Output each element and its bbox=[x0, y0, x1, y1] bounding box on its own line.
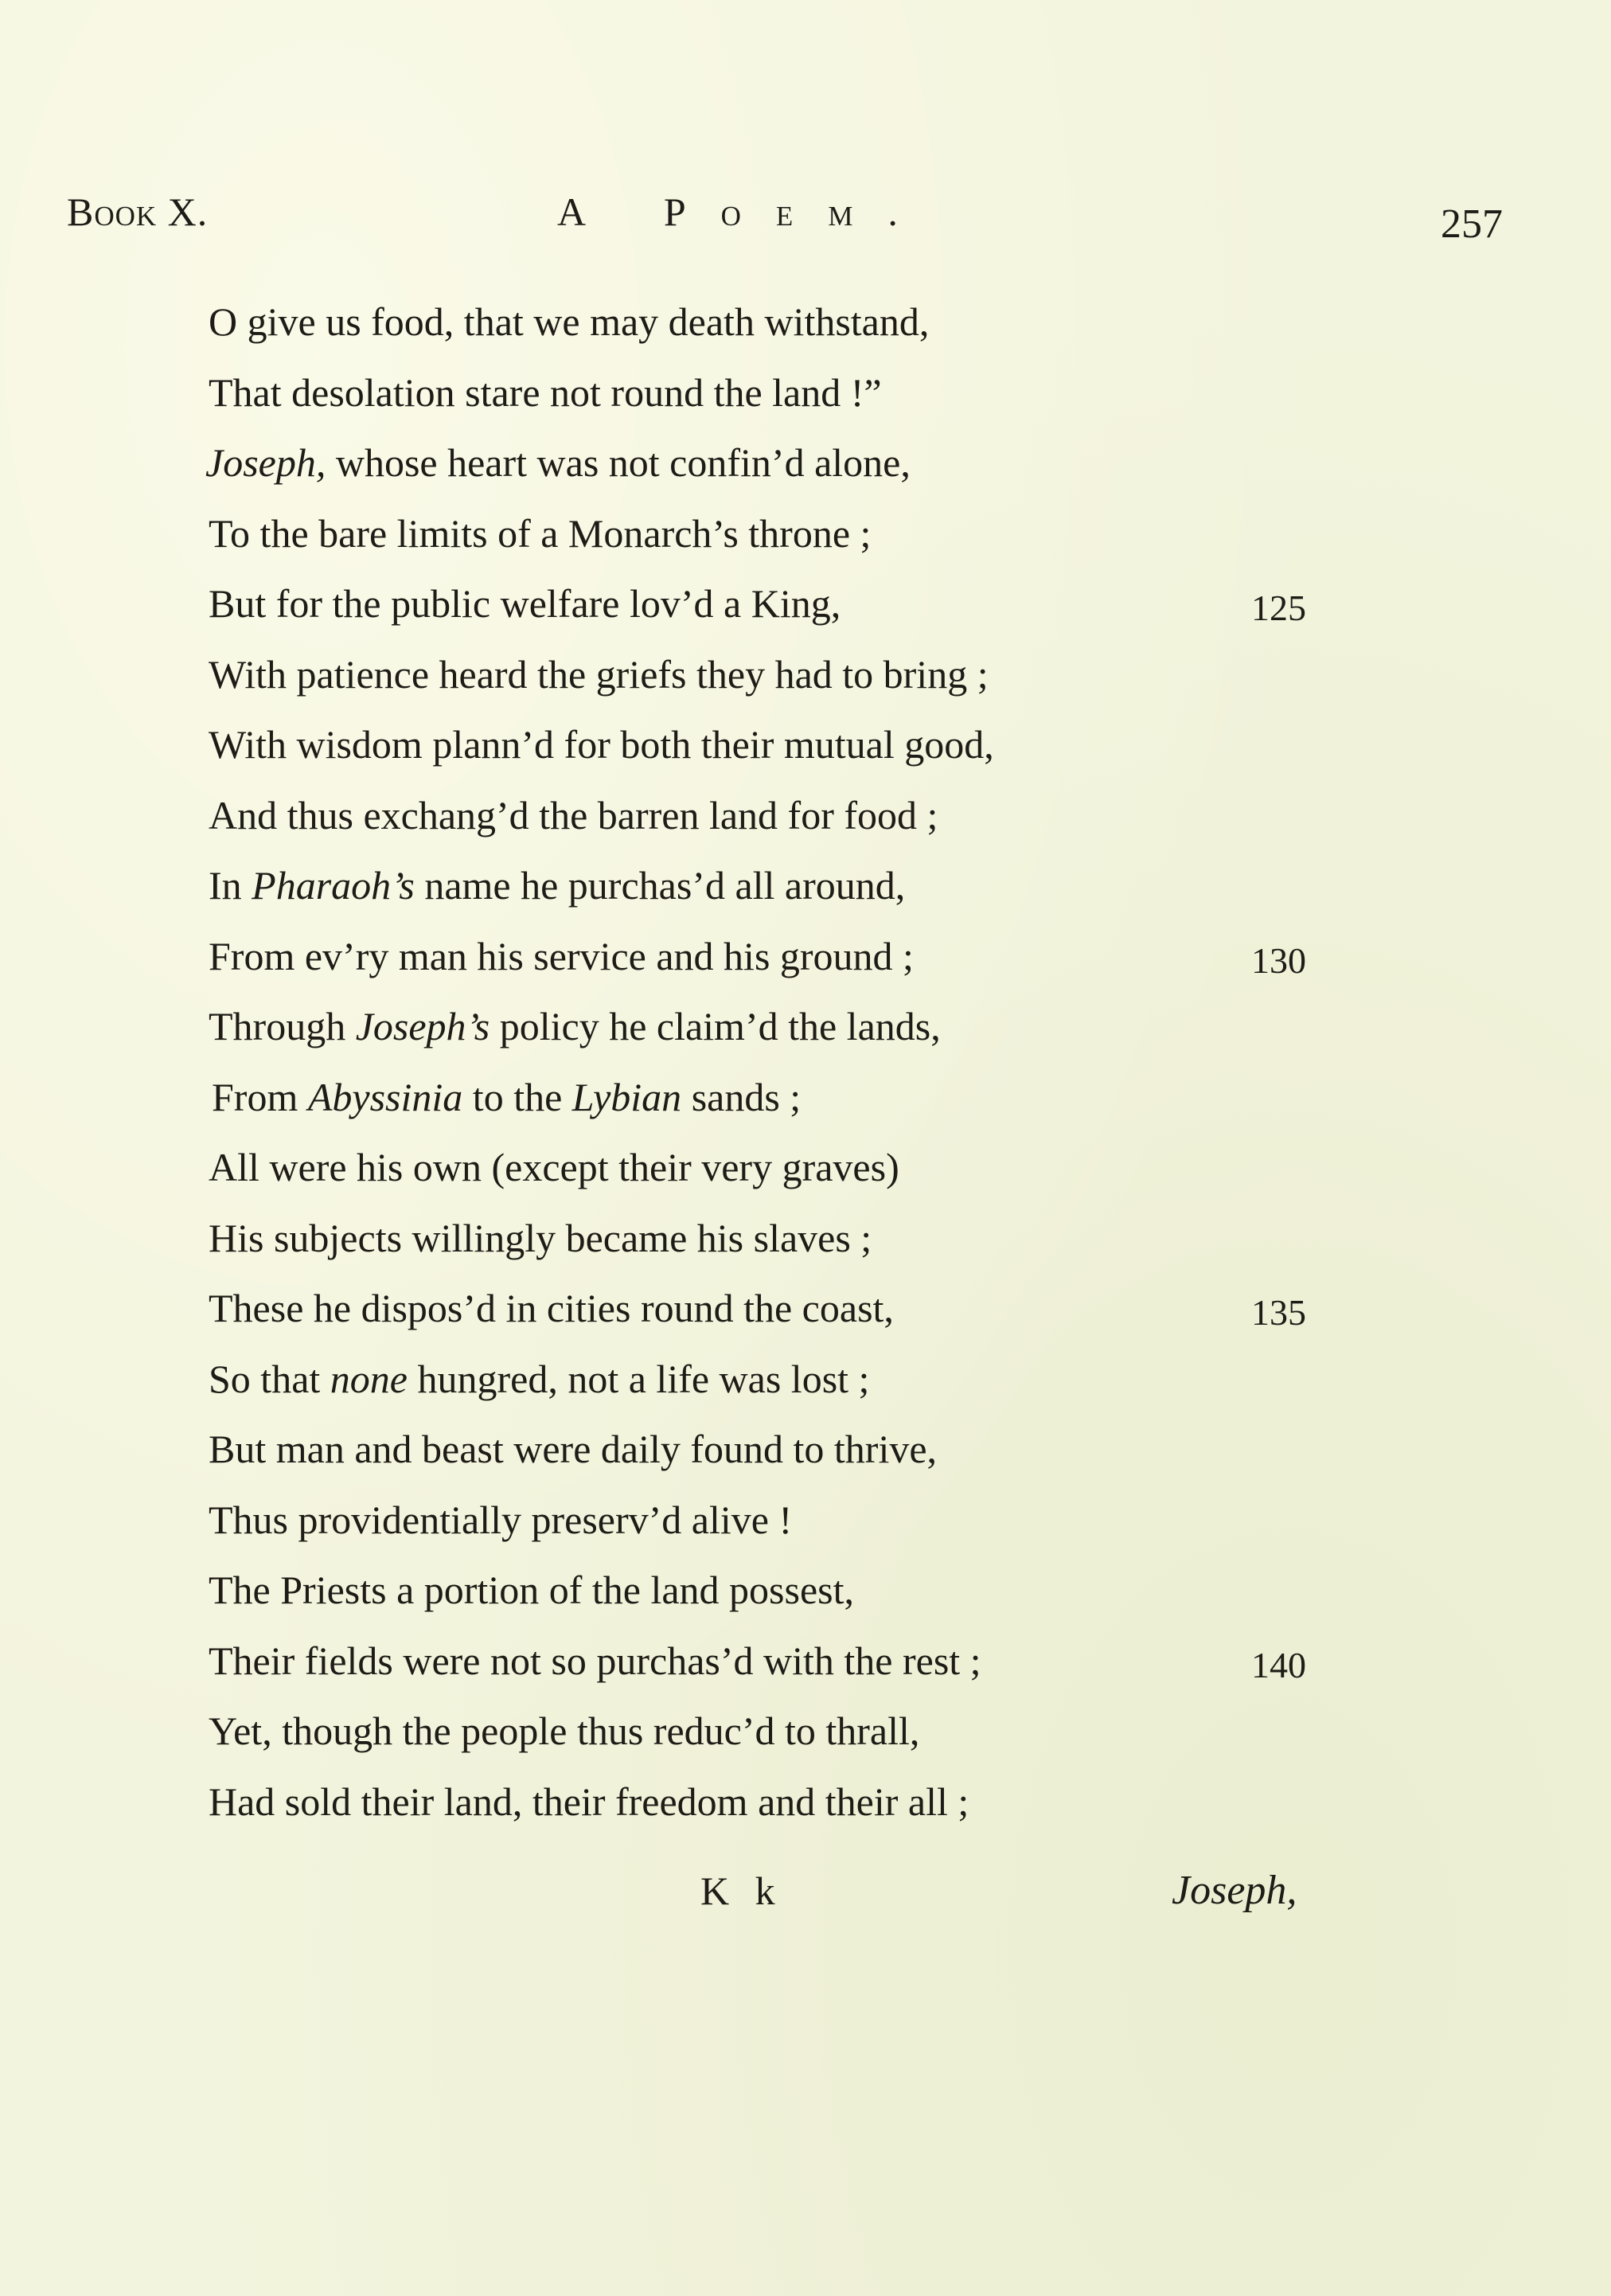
verse-text: But for the public welfare lov’d a King, bbox=[209, 581, 841, 626]
verse-text: That desolation stare not round the land !” bbox=[209, 369, 882, 415]
verse-text: In bbox=[209, 863, 252, 908]
verse-text: whose heart was not confin’d alone, bbox=[326, 440, 911, 485]
verse-text: hungred, not a life was lost ; bbox=[408, 1356, 870, 1401]
verse-text: From bbox=[212, 1074, 308, 1119]
verse-text: Through bbox=[209, 1004, 356, 1048]
italic-name: Joseph, bbox=[205, 440, 326, 485]
verse-text: So that bbox=[209, 1356, 330, 1401]
verse-line bbox=[209, 1273, 1402, 1344]
verse-text: From ev’ry man his service and his ground ; bbox=[209, 933, 914, 978]
verse-line bbox=[212, 1062, 1406, 1133]
line-number: 125 bbox=[1251, 588, 1306, 628]
verse-text: All were his own (except their very graves) bbox=[209, 1145, 899, 1189]
catchword: Joseph, bbox=[1172, 1868, 1297, 1913]
verse-text: With patience heard the griefs they had to bring ; bbox=[209, 651, 989, 697]
verse-line bbox=[209, 709, 1402, 780]
verse-text: These he dispos’d in cities round the coast, bbox=[209, 1286, 894, 1330]
verse-text: Had sold their land, their freedom and their all ; bbox=[209, 1779, 969, 1824]
italic-name: Abyssinia bbox=[307, 1074, 463, 1119]
line-number: 140 bbox=[1251, 1644, 1306, 1685]
italic-name: Joseph’s bbox=[355, 1004, 490, 1048]
line-number: 135 bbox=[1251, 1292, 1306, 1333]
verse-text: sands ; bbox=[681, 1074, 802, 1119]
verse-text: to the bbox=[462, 1074, 572, 1119]
verse-text: Their fields were not so purchas’d with the rest ; bbox=[209, 1638, 981, 1683]
verse-line bbox=[209, 1132, 1402, 1203]
line-number: 130 bbox=[1251, 939, 1306, 981]
italic-name: Pharaoh’s bbox=[252, 863, 415, 908]
verse-text: The Priests a portion of the land possest, bbox=[209, 1568, 854, 1612]
page-number: 257 bbox=[1441, 201, 1503, 247]
verse-line bbox=[209, 639, 1402, 710]
italic-name: none bbox=[330, 1356, 408, 1401]
verse-line bbox=[209, 1344, 1402, 1415]
verse-text: But man and beast were daily found to thrive, bbox=[209, 1427, 938, 1471]
verse-text: To the bare limits of a Monarch’s throne ; bbox=[209, 510, 872, 556]
verse-line bbox=[209, 1696, 1402, 1767]
verse-line bbox=[209, 780, 1402, 851]
verse-line bbox=[209, 1485, 1402, 1556]
poem-verse bbox=[205, 287, 1402, 1837]
signature-mark: K k bbox=[700, 1868, 783, 1913]
verse-text: Thus providentially preserv’d alive ! bbox=[209, 1497, 793, 1542]
running-head-title: A Poem. bbox=[557, 189, 933, 234]
verse-line bbox=[209, 1767, 1402, 1837]
verse-text: And thus exchang’d the barren land for food ; bbox=[209, 792, 938, 838]
verse-line bbox=[209, 991, 1402, 1062]
verse-line bbox=[209, 568, 1402, 639]
verse-text: With wisdom plann’d for both their mutual good, bbox=[209, 722, 994, 767]
verse-text: policy he claim’d the lands, bbox=[490, 1004, 941, 1048]
verse-line bbox=[209, 921, 1402, 992]
italic-name: Lybian bbox=[571, 1074, 682, 1119]
verse-text: Yet, though the people thus reduc’d to thrall, bbox=[209, 1708, 920, 1753]
verse-line bbox=[209, 498, 1402, 569]
verse-line bbox=[209, 1555, 1402, 1626]
running-head-book: Book X. bbox=[67, 189, 209, 234]
verse-text: name he purchas’d all around, bbox=[414, 863, 906, 908]
verse-line bbox=[209, 357, 1402, 428]
verse-text: O give us food, that we may death withstand, bbox=[209, 299, 930, 344]
verse-line bbox=[209, 1626, 1402, 1697]
verse-line bbox=[209, 1414, 1402, 1485]
verse-text: His subjects willingly became his slaves ; bbox=[209, 1215, 872, 1260]
verse-line bbox=[209, 1203, 1402, 1274]
verse-line bbox=[205, 428, 1399, 498]
verse-line bbox=[209, 850, 1402, 921]
verse-line bbox=[209, 287, 1402, 357]
